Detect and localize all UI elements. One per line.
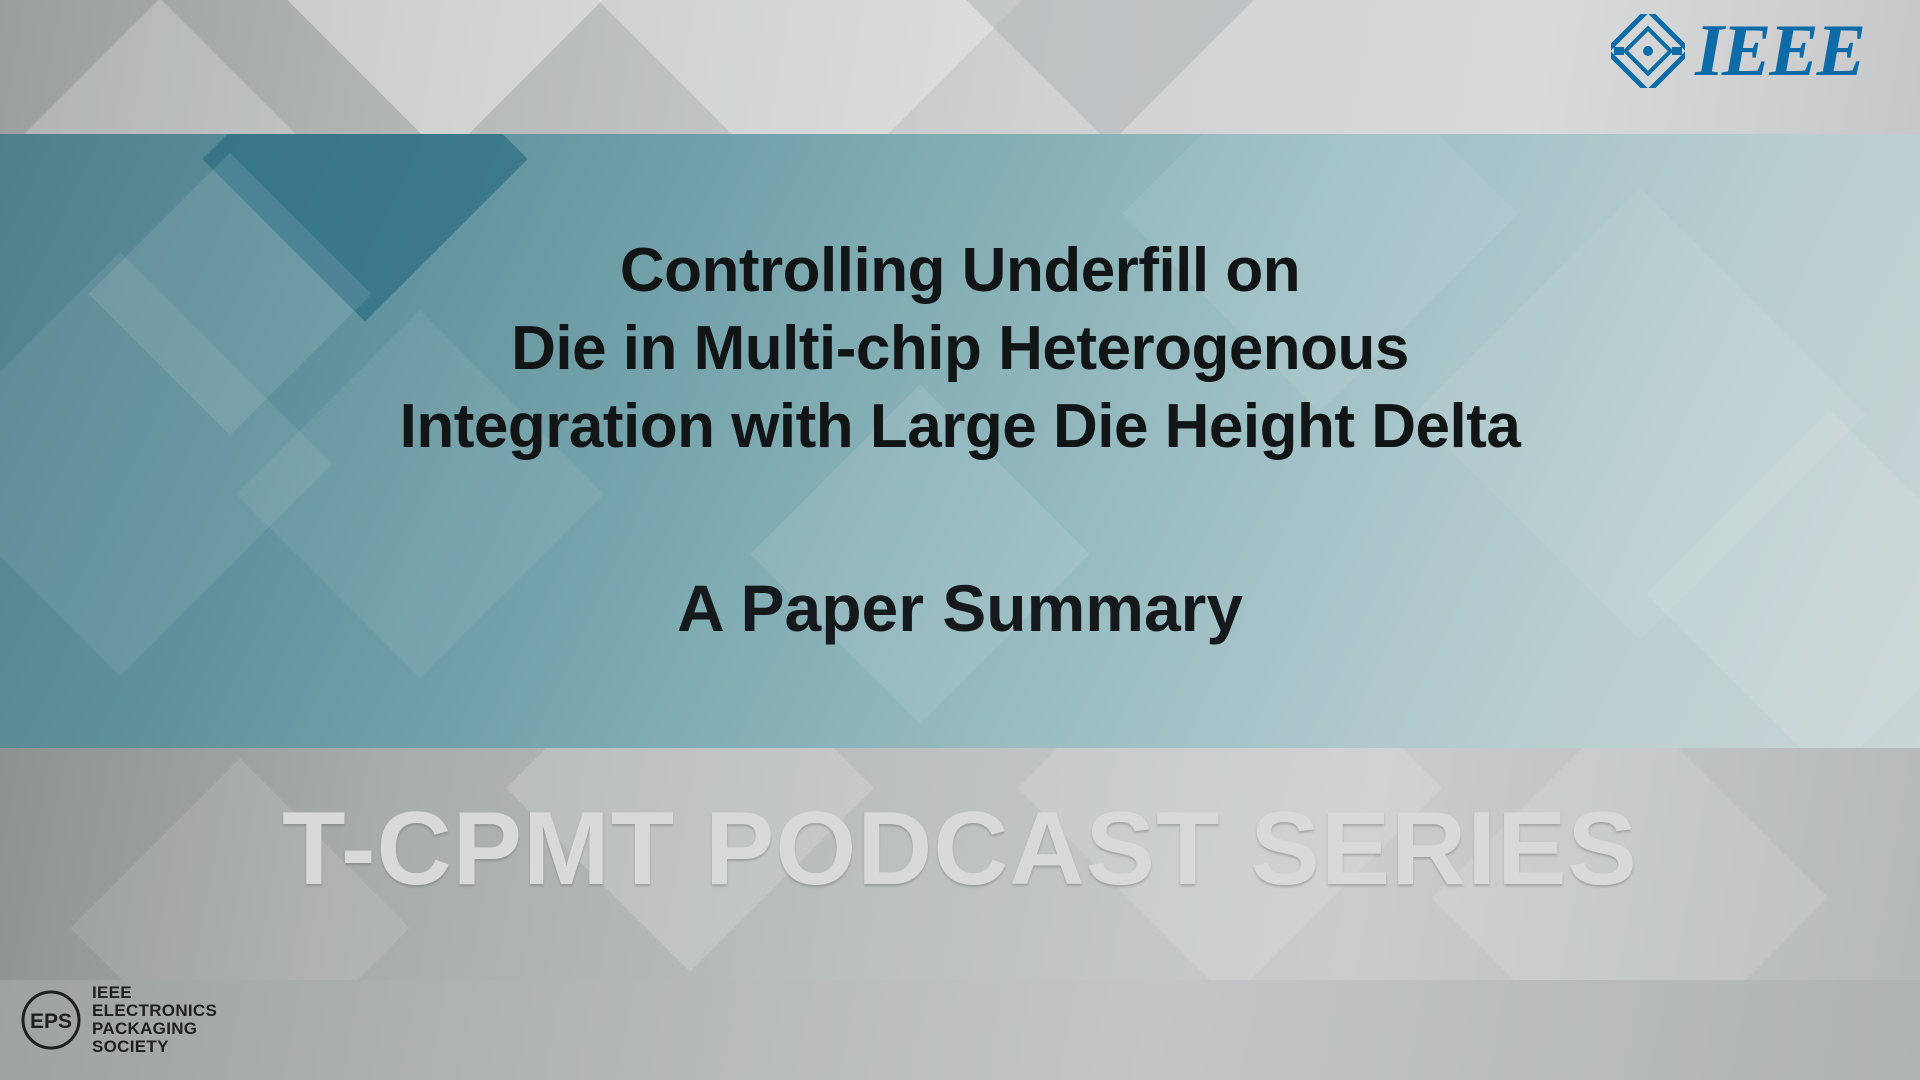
decorative-triangle: [282, 0, 607, 134]
page-subtitle: A Paper Summary: [676, 571, 1244, 645]
footer-strip: [0, 980, 1920, 1080]
title-line-1: Controlling Underfill on: [619, 236, 1301, 305]
eps-text-line-2: ELECTRONICS: [92, 1001, 218, 1020]
ieee-diamond-icon: [1611, 14, 1685, 88]
eps-text-line-3: PACKAGING: [92, 1019, 198, 1038]
title-line-2: Die in Multi-chip Heterogenous: [511, 314, 1409, 383]
page-title: [0, 232, 1920, 466]
eps-logo: [20, 984, 217, 1056]
ieee-logo: [1611, 10, 1864, 92]
series-title: T-CPMT PODCAST SERIES: [282, 791, 1638, 907]
ieee-wordmark: IEEE: [1695, 10, 1864, 92]
title-line-3: Integration with Large Die Height Delta: [399, 392, 1521, 461]
eps-logo-icon: [20, 989, 82, 1051]
eps-text-line-4: SOCIETY: [92, 1037, 169, 1056]
eps-logo-text: [92, 984, 217, 1056]
decorative-triangle: [19, 0, 302, 134]
svg-text:EPS: EPS: [29, 1010, 73, 1033]
decorative-triangle: [598, 0, 1022, 134]
eps-text-line-1: IEEE: [92, 983, 132, 1002]
